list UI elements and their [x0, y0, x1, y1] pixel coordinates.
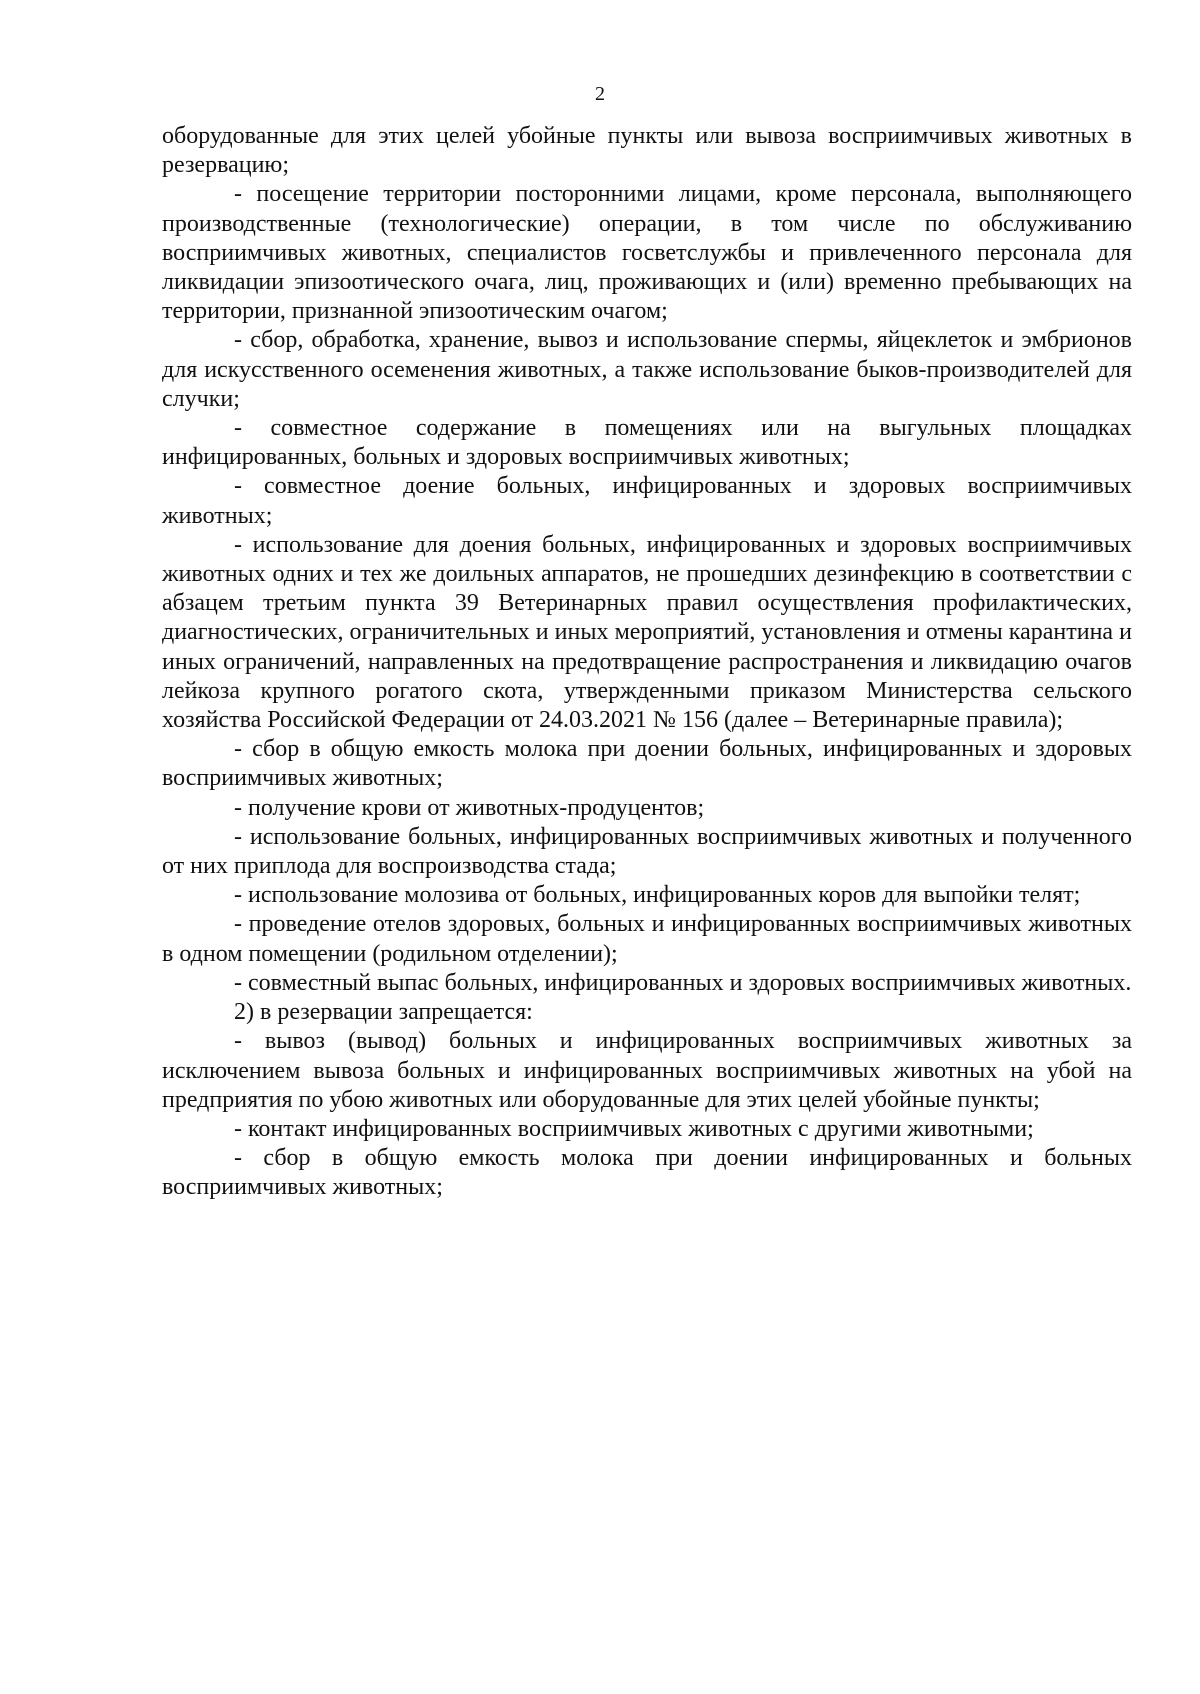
paragraph-milking-equipment: - использование для доения больных, инфицированных и здоровых восприимчивых животных одних и тех же доильных аппаратов, не прошедших дезинфекцию в соответствии с абзацем третьим пункта 39 Ветеринарных правил осуществления профилактических, диагностических, ограничительных и иных мероприятий, установления и отмены карантина и иных ограничений, направленных на предотвращение распространения и ликвидацию очагов лейкоза крупного рогатого скота, утвержденными приказом Министерства сельского хозяйства Российской Федерации от 24.03.2021 № 156 (далее – Ветеринарные правила);: [162, 531, 1132, 734]
paragraph-blood-collection: - получение крови от животных-продуцентов;: [234, 794, 705, 821]
paragraph-joint-milking: - совместное доение больных, инфицированных и здоровых восприимчивых животных;: [162, 473, 1132, 529]
paragraph-visit-restriction: - посещение территории посторонними лицами, кроме персонала, выполняющего производственные (технологические) операции, в том числе по обслуживанию восприимчивых животных, специалистов госветслужбы и привлеченного персонала для ликвидации эпизоотического очага, лиц, проживающих и (или) временно пребывающих на территории, признанной эпизоотическим очагом;: [162, 181, 1132, 325]
paragraph-joint-keeping: - совместное содержание в помещениях или на выгульных площадках инфицированных, больных и здоровых восприимчивых животных;: [162, 415, 1132, 471]
paragraph-contact-ban: - контакт инфицированных восприимчивых животных с другими животными;: [234, 1115, 1034, 1142]
paragraph-colostrum-use: - использование молозива от больных, инфицированных коров для выпойки телят;: [234, 882, 1081, 909]
paragraph-calving: - проведение отелов здоровых, больных и инфицированных восприимчивых животных в одном помещении (родильном отделении);: [162, 911, 1132, 967]
page-number: 2: [595, 83, 605, 105]
paragraph-breeding-use: - использование больных, инфицированных восприимчивых животных и полученного от них приплода для воспроизводства стада;: [162, 823, 1132, 880]
paragraph-milk-collection: - сбор в общую емкость молока при доении больных, инфицированных и здоровых восприимчивых животных;: [162, 736, 1132, 792]
paragraph-continuation: оборудованные для этих целей убойные пункты или вывоза восприимчивых животных в резервацию;: [162, 123, 1132, 179]
paragraph-removal-ban: - вывоз (вывод) больных и инфицированных восприимчивых животных за исключением вывоза больных и инфицированных восприимчивых животных на убой на предприятия по убою животных или оборудованные для этих целей убойные пункты;: [162, 1028, 1132, 1113]
paragraph-joint-grazing: - совместный выпас больных, инфицированных и здоровых восприимчивых животных.: [234, 969, 1132, 996]
paragraph-sperm-collection: - сбор, обработка, хранение, вывоз и использование спермы, яйцеклеток и эмбрионов для искусственного осеменения животных, а также использование быков-производителей для случки;: [162, 327, 1132, 412]
paragraph-reservation-heading: 2) в резервации запрещается:: [234, 999, 533, 1026]
paragraph-milk-collection-reservation: - сбор в общую емкость молока при доении инфицированных и больных восприимчивых животных;: [162, 1145, 1132, 1201]
document-body: [162, 122, 1132, 1203]
